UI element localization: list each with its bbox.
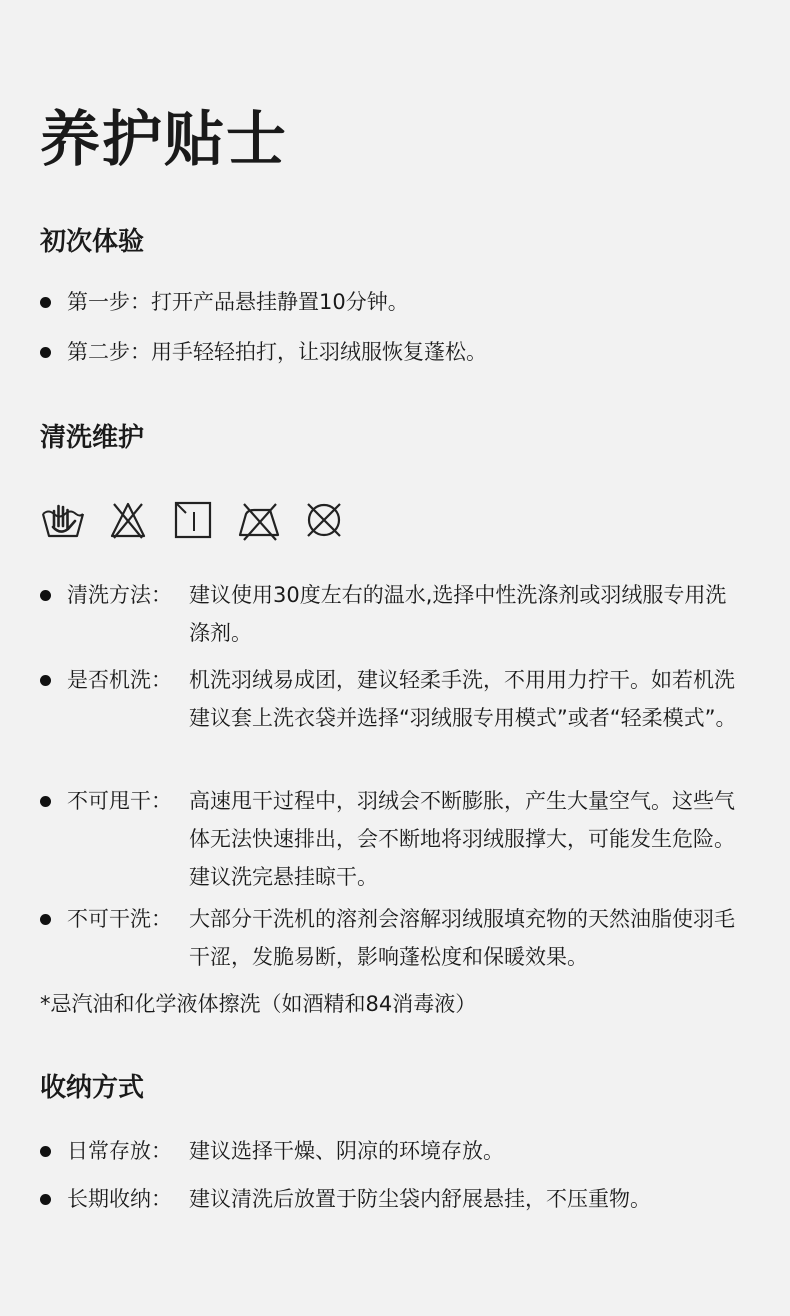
bullet-icon	[40, 914, 51, 925]
hand-wash-icon	[40, 498, 86, 542]
list-item-label: 是否机洗：	[67, 668, 172, 692]
bullet-icon	[40, 347, 51, 358]
line-dry-icon	[173, 498, 213, 542]
section-heading-first-use: 初次体验	[40, 227, 145, 257]
list-item	[40, 1180, 651, 1218]
list-item	[40, 900, 744, 976]
list-item-text: 建议选择干燥、阴凉的环境存放。	[189, 1139, 504, 1163]
list-item-label: 不可干洗：	[67, 907, 172, 931]
list-item	[40, 1132, 504, 1170]
list-item-text: 第二步：用手轻轻拍打，让羽绒服恢复蓬松。	[67, 340, 487, 364]
list-item-text: 大部分干洗机的溶剂会溶解羽绒服填充物的天然油脂使羽毛干涩，发脆易断，影响蓬松度和保暖效果。	[189, 907, 735, 969]
bullet-icon	[40, 590, 51, 601]
page-title: 养护贴士	[40, 105, 288, 175]
list-item-label: 日常存放：	[67, 1139, 172, 1163]
list-item-text: 机洗羽绒易成团，建议轻柔手洗，不用用力拧干。如若机洗建议套上洗衣袋并选择“羽绒服专用模式”或者“轻柔模式”。	[189, 668, 737, 730]
care-symbols	[40, 498, 344, 542]
bullet-icon	[40, 796, 51, 807]
bullet-icon	[40, 675, 51, 686]
warning-note: *忌汽油和化学液体擦洗（如酒精和84消毒液）	[40, 992, 477, 1016]
list-item-label: 不可甩干：	[67, 789, 172, 813]
list-item	[40, 661, 744, 737]
list-item	[40, 333, 487, 371]
list-item-text: 建议清洗后放置于防尘袋内舒展悬挂，不压重物。	[189, 1187, 651, 1211]
section-heading-washing: 清洗维护	[40, 423, 145, 453]
list-item	[40, 283, 409, 321]
list-item	[40, 576, 744, 652]
section-heading-storage: 收纳方式	[40, 1073, 145, 1103]
list-item-text: 建议使用30度左右的温水,选择中性洗涤剂或羽绒服专用洗涤剂。	[189, 583, 727, 645]
list-item-label: 清洗方法：	[67, 583, 172, 607]
bullet-icon	[40, 1146, 51, 1157]
bullet-icon	[40, 297, 51, 308]
do-not-dry-clean-icon	[304, 498, 344, 542]
do-not-bleach-icon	[108, 498, 148, 542]
list-item-text: 高速甩干过程中，羽绒会不断膨胀，产生大量空气。这些气体无法快速排出，会不断地将羽绒服撑大，可能发生危险。建议洗完悬挂晾干。	[189, 789, 735, 889]
list-item-text: 第一步：打开产品悬挂静置10分钟。	[67, 290, 409, 314]
list-item-label: 长期收纳：	[67, 1187, 172, 1211]
list-item	[40, 782, 744, 896]
bullet-icon	[40, 1194, 51, 1205]
do-not-iron-icon	[238, 498, 282, 542]
